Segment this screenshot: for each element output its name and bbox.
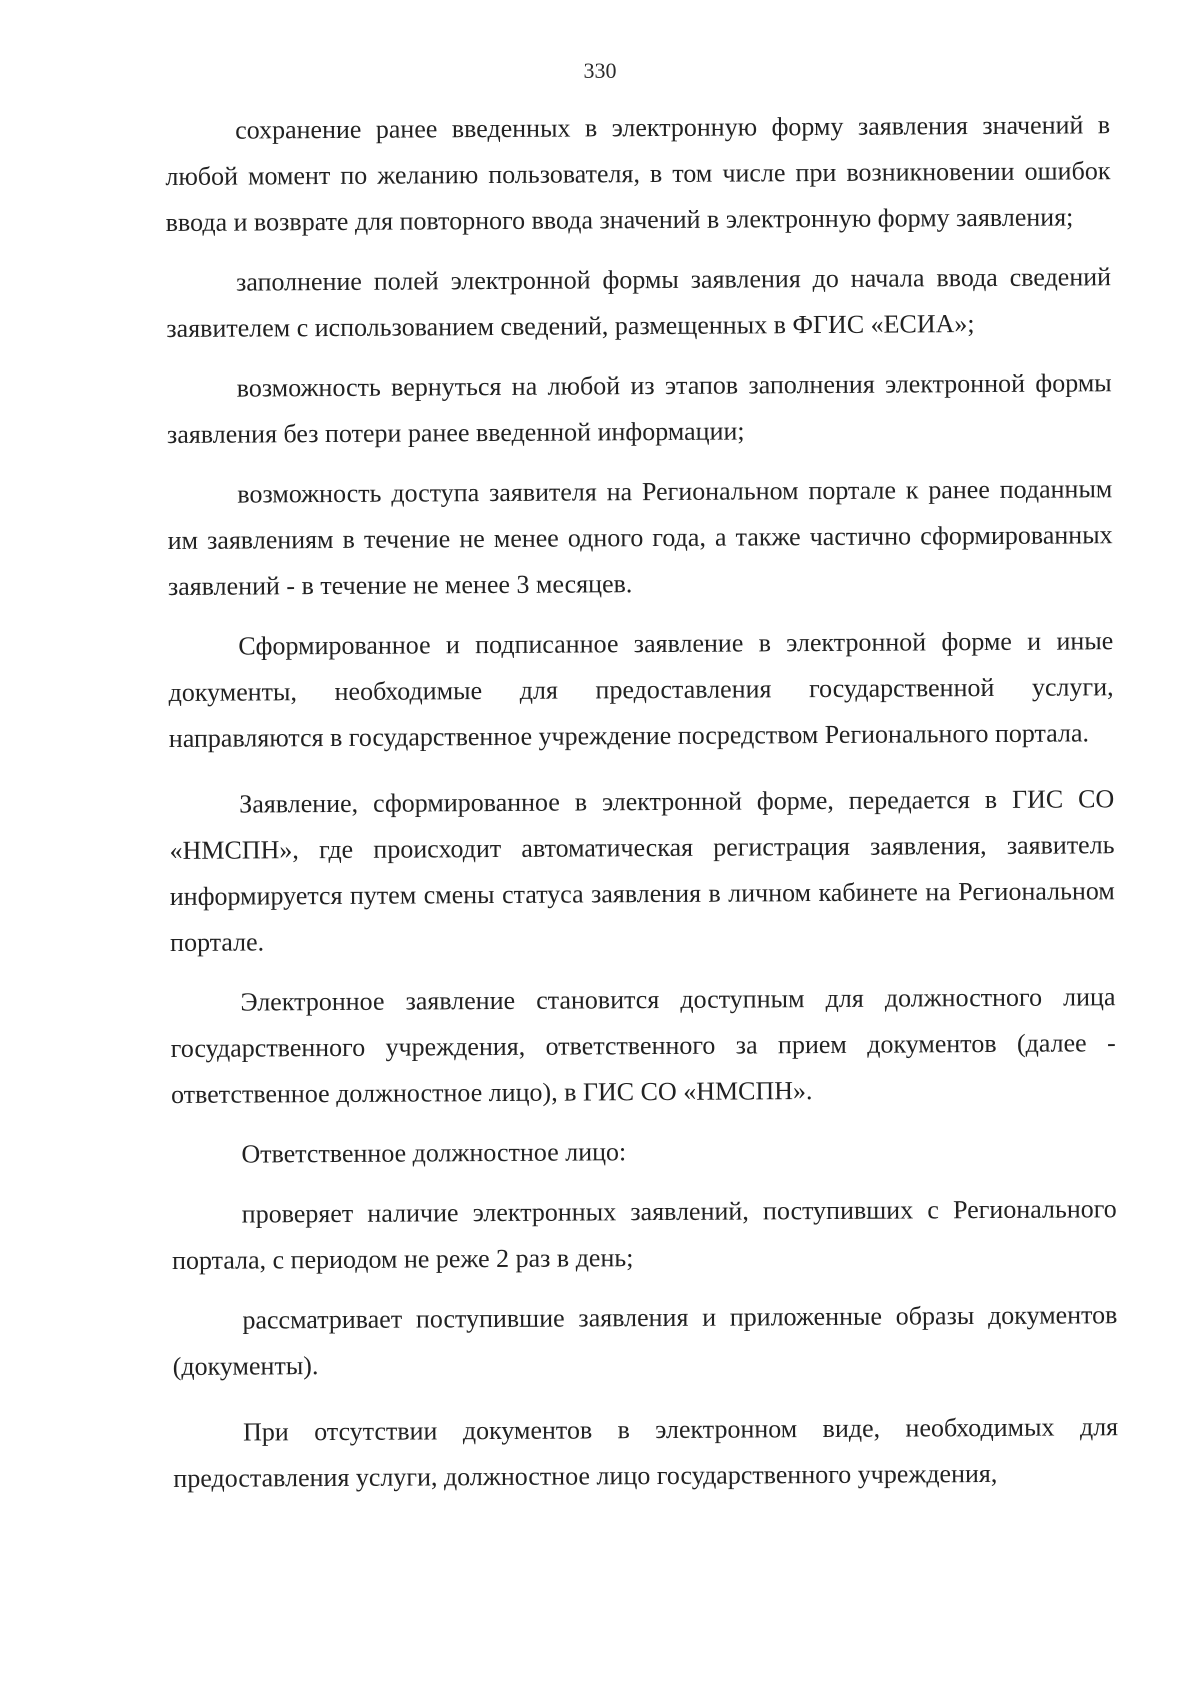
paragraph-missing-documents: При отсутствии документов в электронном виде, необходимых для предоставления услуги, должностное лицо государственного учреждения, bbox=[173, 1412, 1119, 1493]
paragraph-access-applications: возможность доступа заявителя на Региональном портале к ранее поданным им заявлениям в течение не менее одного года, а также частично сформированных заявлений - в течение не менее 3 месяцев. bbox=[167, 474, 1113, 601]
paragraph-signed-application: Сформированное и подписанное заявление в электронной форме и иные документы, необходимые для предоставления государственной услуги, направляются в государственное учреждение посредством Регионального портала. bbox=[168, 626, 1114, 753]
paragraph-checks-applications: проверяет наличие электронных заявлений, поступивших с Регионального портала, с периодом не реже 2 раз в день; bbox=[171, 1194, 1117, 1275]
paragraph-save-values: сохранение ранее введенных в электронную форму заявления значений в любой момент по желанию пользователя, в том числе при возникновении ошибок ввода и возврате для повторного ввода значений в электронную форму заявления; bbox=[165, 110, 1111, 237]
paragraph-fill-fields: заполнение полей электронной формы заявления до начала ввода сведений заявителем с использованием сведений, размещенных в ФГИС «ЕСИА»; bbox=[166, 262, 1112, 343]
paragraph-application-transfer: Заявление, сформированное в электронной форме, передается в ГИС СО «НМСПН», где происходит автоматическая регистрация заявления, заявитель информируется путем смены статуса заявления в личном кабинете на Региональном портале. bbox=[169, 784, 1115, 957]
document-body bbox=[165, 102, 1118, 1502]
paragraph-reviews-applications: рассматривает поступившие заявления и приложенные образы документов (документы). bbox=[172, 1300, 1118, 1381]
paragraph-return-to-step: возможность вернуться на любой из этапов заполнения электронной формы заявления без потери ранее введенной информации; bbox=[166, 368, 1112, 449]
page-number: 330 bbox=[583, 58, 617, 83]
paragraph-electronic-application: Электронное заявление становится доступным для должностного лица государственного учреждения, ответственного за прием документов (далее - ответственное должностное лицо), в ГИС СО «НМСПН». bbox=[170, 982, 1116, 1109]
paragraph-responsible-official: Ответственное должностное лицо: bbox=[241, 1137, 627, 1169]
